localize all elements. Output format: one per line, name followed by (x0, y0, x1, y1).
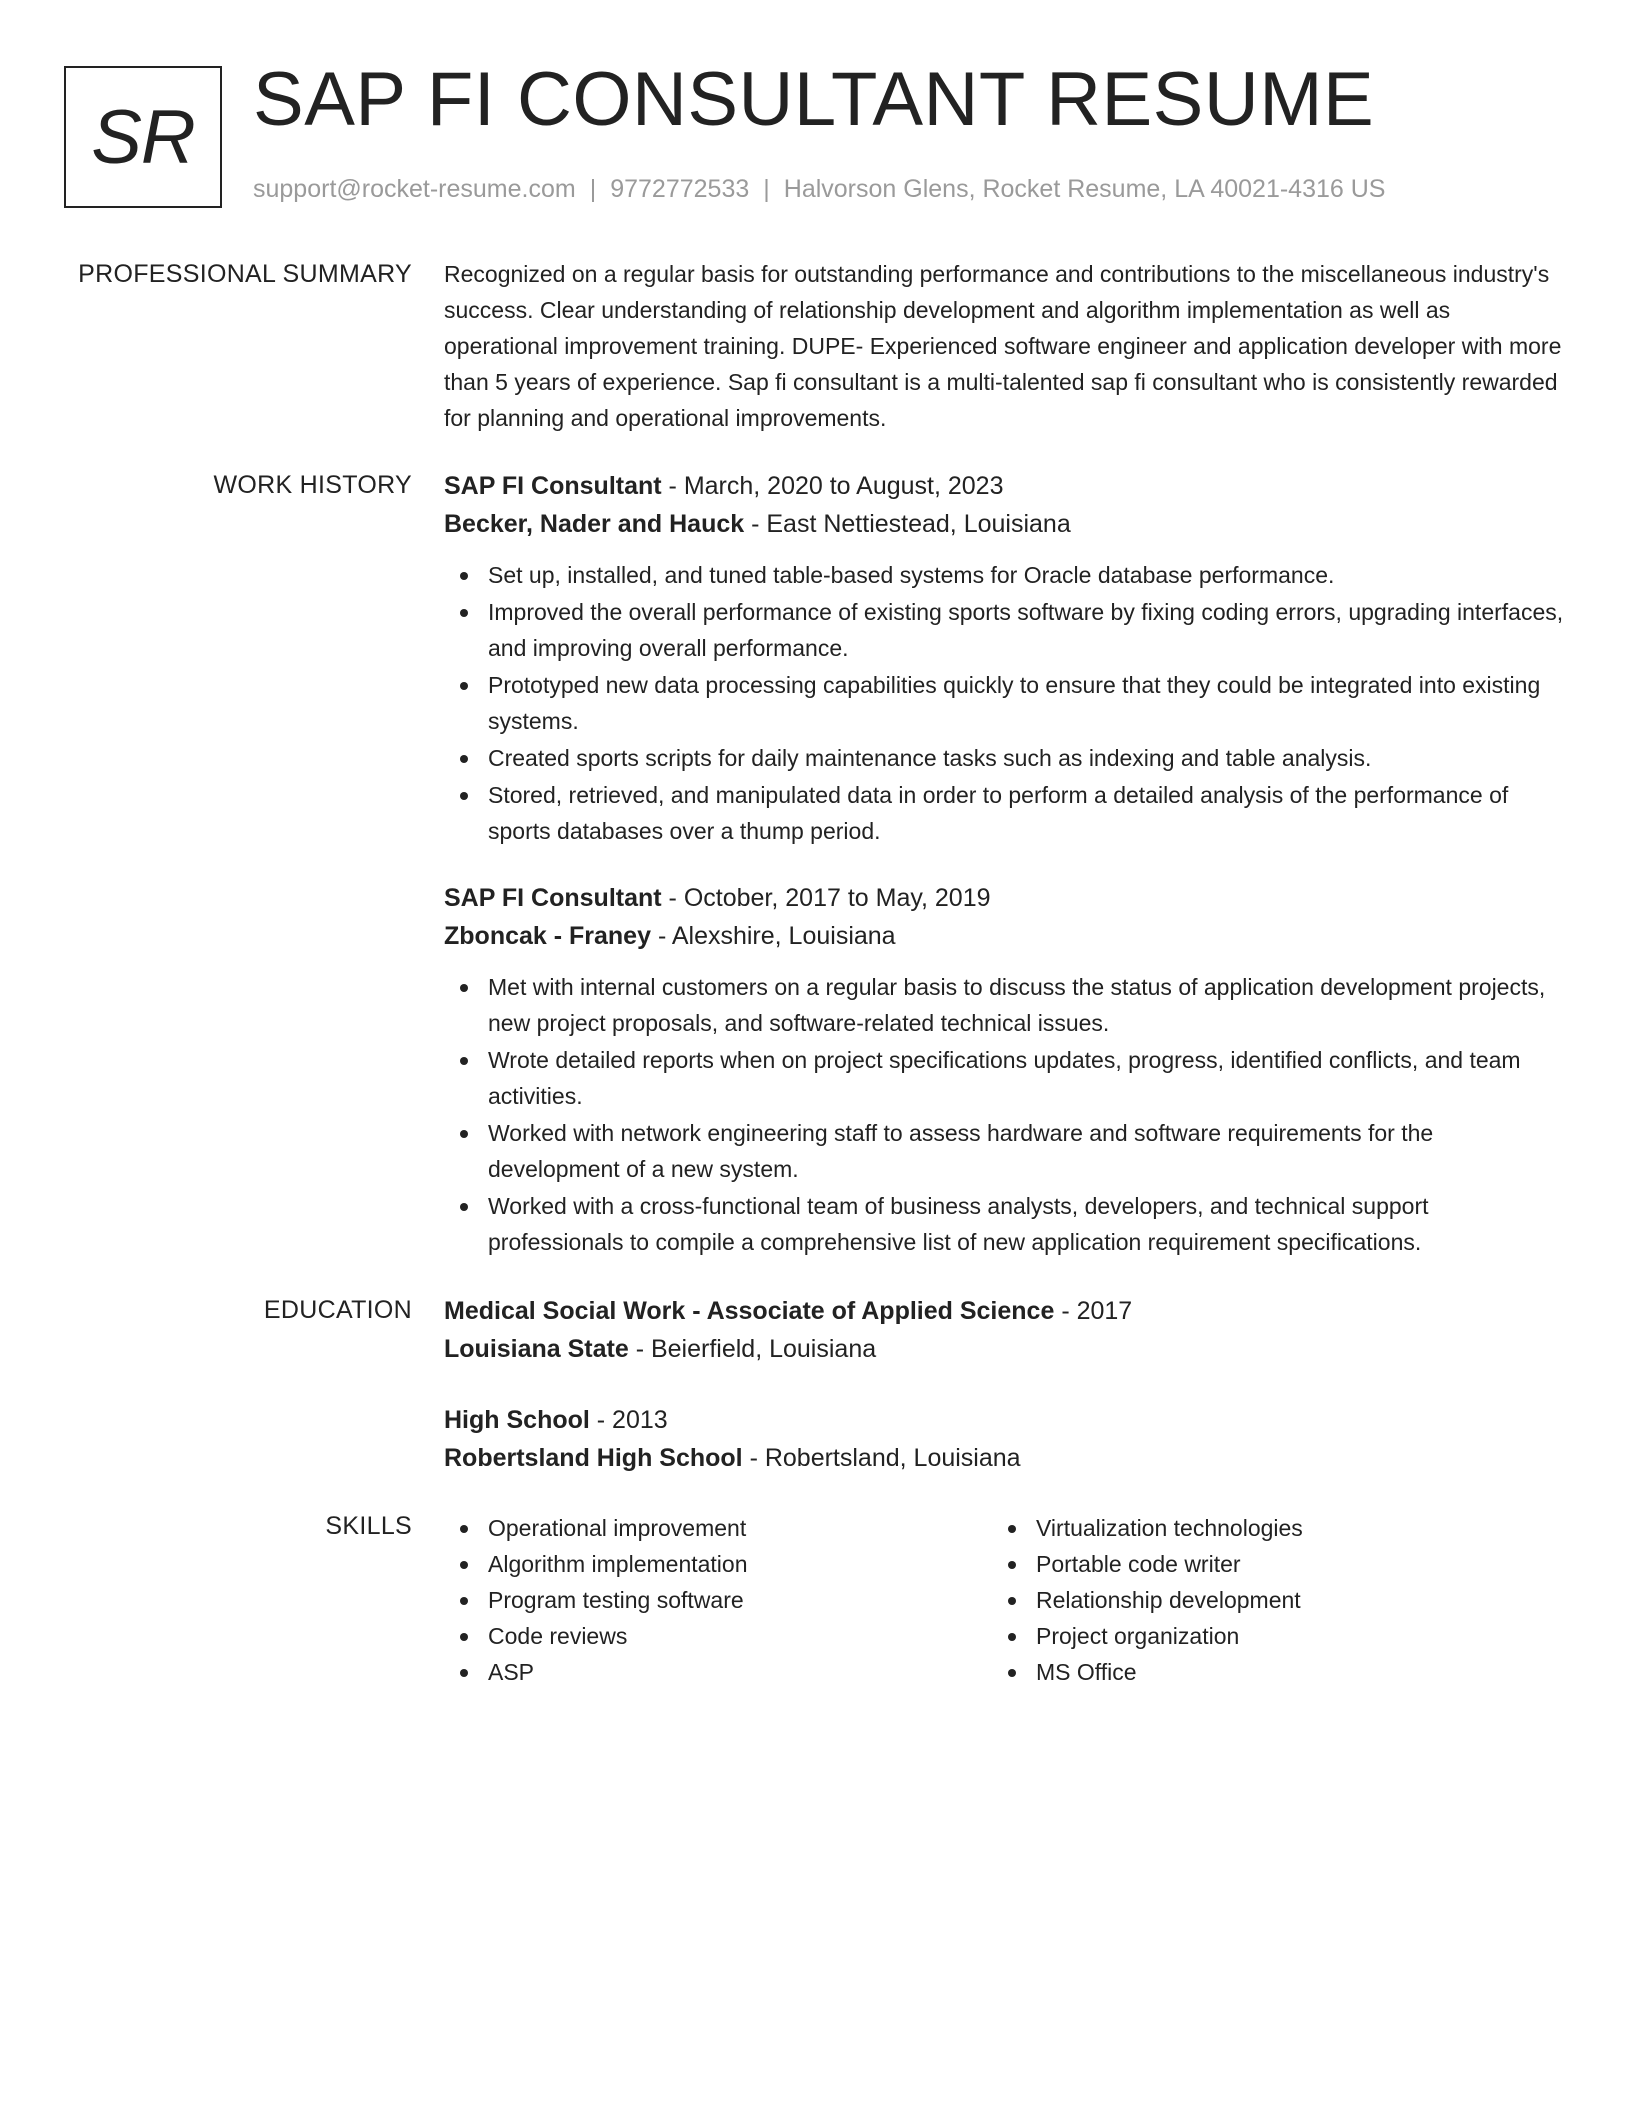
contact-email[interactable]: support@rocket-resume.com (253, 175, 576, 203)
section-label-skills: SKILLS (325, 1512, 412, 1540)
skill-item: MS Office (992, 1654, 1540, 1690)
skill-item: Operational improvement (444, 1510, 992, 1546)
skills-columns (444, 1510, 1564, 1690)
contact-line (253, 175, 1385, 204)
contact-separator: | (763, 175, 770, 203)
job-company-line (444, 505, 1564, 543)
degree: Medical Social Work - Associate of Applied Science (444, 1297, 1055, 1325)
list-item: Met with internal customers on a regular basis to discuss the status of application development projects, new project proposals, and software-related technical issues. (444, 969, 1564, 1041)
degree-line (444, 1292, 1564, 1330)
degree: High School (444, 1406, 590, 1434)
skills-list-left (444, 1510, 992, 1690)
degree-line (444, 1401, 1564, 1439)
skill-item: Relationship development (992, 1582, 1540, 1618)
job-entry (444, 879, 1564, 1261)
school: Louisiana State (444, 1335, 629, 1363)
degree-year: - 2017 (1054, 1297, 1133, 1325)
skill-item: ASP (444, 1654, 992, 1690)
school: Robertsland High School (444, 1444, 743, 1472)
contact-address: Halvorson Glens, Rocket Resume, LA 40021-4316 US (783, 175, 1386, 203)
job-location: - Alexshire, Louisiana (651, 922, 896, 950)
list-item: Worked with a cross-functional team of business analysts, developers, and technical support professionals to compile a comprehensive list of new application requirement specifications. (444, 1188, 1564, 1260)
job-dates: - March, 2020 to August, 2023 (661, 472, 1004, 500)
degree-year: - 2013 (589, 1406, 668, 1434)
job-location: - East Nettiestead, Louisiana (744, 510, 1071, 538)
education-entry (444, 1292, 1564, 1368)
school-line (444, 1439, 1564, 1477)
initials: SR (91, 94, 195, 180)
section-label-work-history: WORK HISTORY (213, 471, 412, 499)
list-item: Improved the overall performance of existing sports software by fixing coding errors, upgrading interfaces, and improving overall performance. (444, 594, 1564, 666)
job-company: Becker, Nader and Hauck (444, 510, 745, 538)
job-bullets (444, 969, 1564, 1260)
list-item: Stored, retrieved, and manipulated data in order to perform a detailed analysis of the performance of sports databases over a thump period. (444, 777, 1564, 849)
section-label-education: EDUCATION (263, 1296, 412, 1324)
skill-item: Project organization (992, 1618, 1540, 1654)
list-item: Prototyped new data processing capabilities quickly to ensure that they could be integrated into existing systems. (444, 667, 1564, 739)
education-entry (444, 1401, 1564, 1477)
resume-title: SAP FI CONSULTANT RESUME (253, 57, 1375, 142)
list-item: Worked with network engineering staff to assess hardware and software requirements for the development of a new system. (444, 1115, 1564, 1187)
skill-item: Program testing software (444, 1582, 992, 1618)
skill-item: Code reviews (444, 1618, 992, 1654)
summary-text: Recognized on a regular basis for outstanding performance and contributions to the miscellaneous industry's success. Clear understanding of relationship development and algorithm implementation as well as operational improvement training. DUPE- Experienced software engineer and application developer with more than 5 years of experience. Sap fi consultant is a multi-talented sap fi consultant who is consistently rewarded for planning and operational improvements. (444, 261, 1562, 431)
job-title: SAP FI Consultant (444, 884, 662, 912)
skill-item: Portable code writer (992, 1546, 1540, 1582)
job-company-line (444, 917, 1564, 955)
section-label-summary: PROFESSIONAL SUMMARY (78, 260, 412, 288)
skill-item: Virtualization technologies (992, 1510, 1540, 1546)
job-entry (444, 467, 1564, 850)
list-item: Set up, installed, and tuned table-based systems for Oracle database performance. (444, 557, 1564, 593)
skill-item: Algorithm implementation (444, 1546, 992, 1582)
monogram-box (64, 66, 222, 208)
list-item: Created sports scripts for daily maintenance tasks such as indexing and table analysis. (444, 740, 1564, 776)
job-title-line (444, 467, 1564, 505)
contact-phone[interactable]: 9772772533 (610, 175, 750, 203)
job-dates: - October, 2017 to May, 2019 (661, 884, 991, 912)
job-title-line (444, 879, 1564, 917)
school-location: - Robertsland, Louisiana (742, 1444, 1021, 1472)
job-company: Zboncak - Franey (444, 922, 651, 950)
skills-list-right (992, 1510, 1540, 1690)
school-location: - Beierfield, Louisiana (628, 1335, 877, 1363)
job-title: SAP FI Consultant (444, 472, 662, 500)
list-item: Wrote detailed reports when on project specifications updates, progress, identified conflicts, and team activities. (444, 1042, 1564, 1114)
contact-separator: | (589, 175, 597, 203)
job-bullets (444, 557, 1564, 849)
school-line (444, 1330, 1564, 1368)
